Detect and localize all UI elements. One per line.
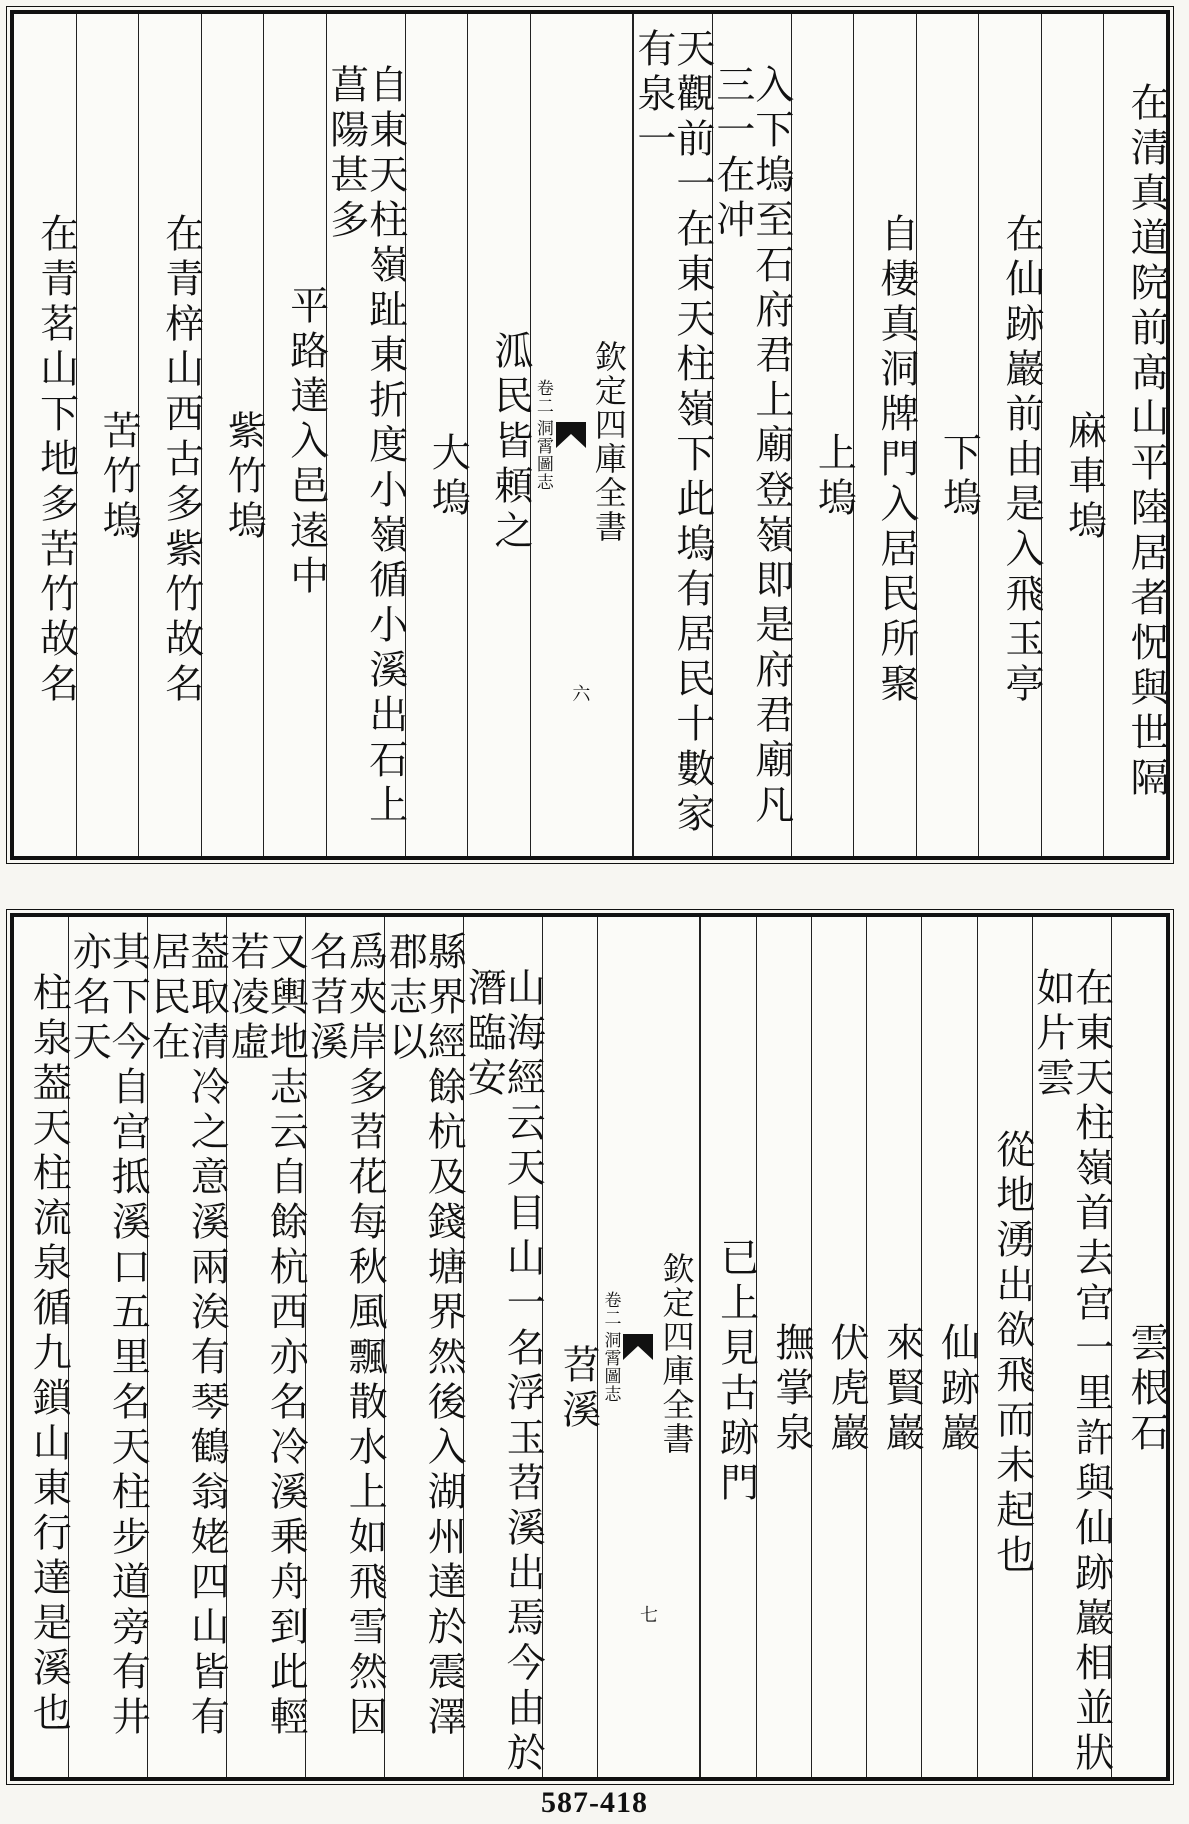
top-page (10, 10, 1170, 860)
heading-column: 來賢巖 (866, 917, 921, 1777)
heading-column: 下塢 (916, 14, 979, 856)
fishtail-mark-icon (556, 422, 586, 448)
gutter-volume: 卷二 (600, 1291, 621, 1327)
folio-number: 六 (572, 684, 591, 705)
text-column: 縣界經餘杭及錢塘界然後入湖州達於震澤郡志以 (384, 917, 463, 1777)
heading-column: 上塢 (791, 14, 854, 856)
text-column: 已上見古跡門 (700, 917, 755, 1777)
text-column: 又輿地志云自餘杭西亦名冷溪乗舟到此輕若凌虛 (226, 917, 305, 1777)
page-number: 587-418 (541, 1786, 648, 1819)
heading-column: 伏虎巖 (811, 917, 866, 1777)
text-column: 平路達入邑逺中 (263, 14, 326, 856)
text-column: 入下塢至石府君上廟登嶺即是府君廟凡三一在冲 (712, 14, 791, 856)
text-column: 在青茗山下地多苦竹故名 (33, 212, 79, 708)
heading-column: 苦竹塢 (76, 14, 139, 856)
text-column: 爲夾岸多苕花每秋風飄散水上如飛雪然因名苕溪 (305, 917, 384, 1777)
gutter-title: 欽定四庫全書 (657, 1252, 696, 1456)
heading-column: 仙跡巖 (921, 917, 976, 1777)
text-column: 自棲真洞牌門入居民所聚 (853, 14, 916, 856)
heading-column: 紫竹塢 (201, 14, 264, 856)
text-column: 其下今自宫抵溪口五里名天柱步道旁有井亦名天 (68, 917, 147, 1777)
text-column: 在清真道院前髙山平陸居者怳與世隔 (1103, 14, 1166, 856)
heading-column: 麻車塢 (1041, 14, 1104, 856)
text-column: 從地湧出欲飛而未起也 (977, 917, 1032, 1777)
center-gutter (597, 917, 700, 1777)
center-gutter (530, 14, 633, 856)
text-column: 在東天柱嶺首去宫一里許與仙跡巖相並狀如片雲 (1032, 917, 1111, 1777)
gutter-subtitle (531, 379, 556, 491)
heading-column: 雲根石 (1111, 917, 1166, 1777)
gutter-title: 欽定四庫全書 (589, 340, 628, 544)
bottom-page (10, 913, 1170, 1781)
gutter-book-title: 洞霄圖志 (532, 419, 553, 491)
folio-number: 七 (639, 1605, 658, 1626)
text-column: 山海經云天目山一名浮玉苕溪出焉今由於潛臨安 (463, 917, 542, 1777)
text-column: 在青梓山西古多紫竹故名 (138, 14, 201, 856)
text-column: 天觀前一在東天柱嶺下此塢有居民十數家有泉一 (633, 14, 712, 856)
text-column: 葢取清冷之意溪兩涘有琴鶴翁姥四山皆有居民在 (147, 917, 226, 1777)
heading-column: 撫掌泉 (756, 917, 811, 1777)
gutter-book-title: 洞霄圖志 (600, 1331, 621, 1403)
fishtail-mark-icon (623, 1334, 653, 1360)
heading-column: 大塢 (405, 14, 468, 856)
heading-column: 苕溪 (542, 917, 597, 1777)
text-column: 柱泉葢天柱流泉循九鎖山東行達是溪也 (26, 971, 72, 1737)
gutter-volume: 卷二 (532, 379, 553, 415)
text-column: 在仙跡巖前由是入飛玉亭 (978, 14, 1041, 856)
gutter-subtitle (598, 1291, 623, 1403)
text-column: 自東天柱嶺趾東折度小嶺循小溪出石上菖陽甚多 (326, 14, 405, 856)
text-column: 泒民皆頼之 (467, 14, 530, 856)
